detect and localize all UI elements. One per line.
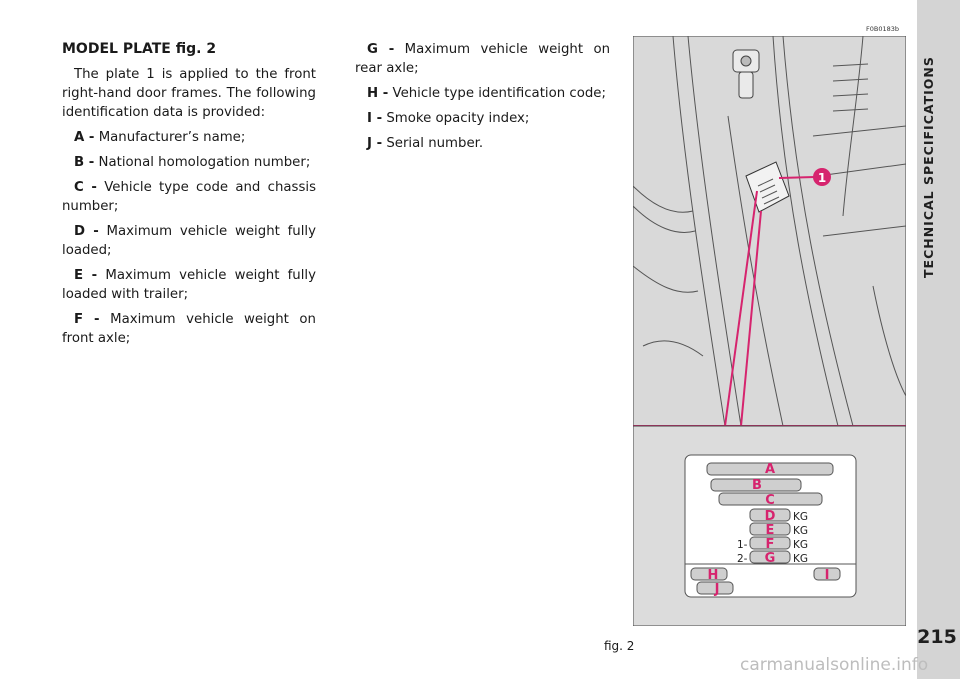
watermark-text: carmanualsonline.info [740, 655, 929, 675]
plate-letter-c: C [765, 493, 775, 508]
page-number: 215 [917, 626, 957, 648]
item-text: Vehicle type identification code; [392, 86, 606, 101]
plate-letter-e: E [765, 523, 775, 538]
item-text: Manufacturer’s name; [98, 130, 246, 145]
item-key: I - [367, 111, 383, 126]
plate-letter-g: G [764, 551, 776, 566]
item-key: F - [74, 312, 100, 327]
axle-label-2: 2- [737, 553, 748, 565]
item-key: B - [74, 155, 95, 170]
item-key: A - [74, 130, 95, 145]
item-key: H - [367, 86, 389, 101]
item-key: J - [367, 136, 383, 151]
list-item [62, 128, 316, 147]
plate-letter-i: I [824, 568, 830, 583]
item-key: E - [74, 268, 98, 283]
section-heading: MODEL PLATE fig. 2 [62, 41, 217, 57]
list-item [62, 310, 316, 348]
plate-letter-h: H [707, 568, 719, 583]
list-item [62, 153, 316, 172]
callout-leader [779, 177, 815, 178]
intro-paragraph: The plate 1 is applied to the front right-hand door frames. The following identification data is provided: [62, 67, 316, 120]
item-key: G - [367, 42, 395, 57]
list-item [355, 134, 610, 153]
plate-letter-f: F [765, 537, 775, 552]
item-key: D - [74, 224, 99, 239]
list-item [62, 222, 316, 260]
item-text: Serial number. [386, 136, 484, 151]
list-item [355, 109, 610, 128]
model-plate-figure [633, 36, 906, 626]
unit-label: KG [793, 525, 809, 537]
figure-caption: fig. 2 [604, 639, 635, 653]
item-key: C - [74, 180, 97, 195]
right-column [355, 40, 610, 159]
plate-letter-a: A [764, 462, 776, 477]
figure-code: F0B0183b [866, 25, 900, 33]
item-text: Vehicle type code and chassis number; [62, 180, 316, 214]
item-text: Maximum vehicle weight fully loaded; [62, 224, 316, 258]
axle-label-1: 1- [737, 539, 748, 551]
list-item [62, 266, 316, 304]
left-column [62, 40, 316, 354]
list-item [62, 178, 316, 216]
plate-letter-b: B [752, 478, 762, 493]
section-title: TECHNICAL SPECIFICATIONS [921, 56, 936, 278]
unit-label: KG [793, 511, 809, 523]
list-item [355, 40, 610, 78]
callout-number: 1 [817, 171, 827, 185]
unit-label: KG [793, 539, 809, 551]
item-text: Maximum vehicle weight on front axle; [62, 312, 316, 346]
plate-letter-j: J [714, 582, 720, 597]
item-text: Maximum vehicle weight fully loaded with trailer; [62, 268, 316, 302]
item-text: Maximum vehicle weight on rear axle; [355, 42, 611, 76]
list-item [355, 84, 610, 103]
plate-letter-d: D [764, 509, 776, 524]
item-text: National homologation number; [98, 155, 311, 170]
unit-label: KG [793, 553, 809, 565]
item-text: Smoke opacity index; [386, 111, 530, 126]
